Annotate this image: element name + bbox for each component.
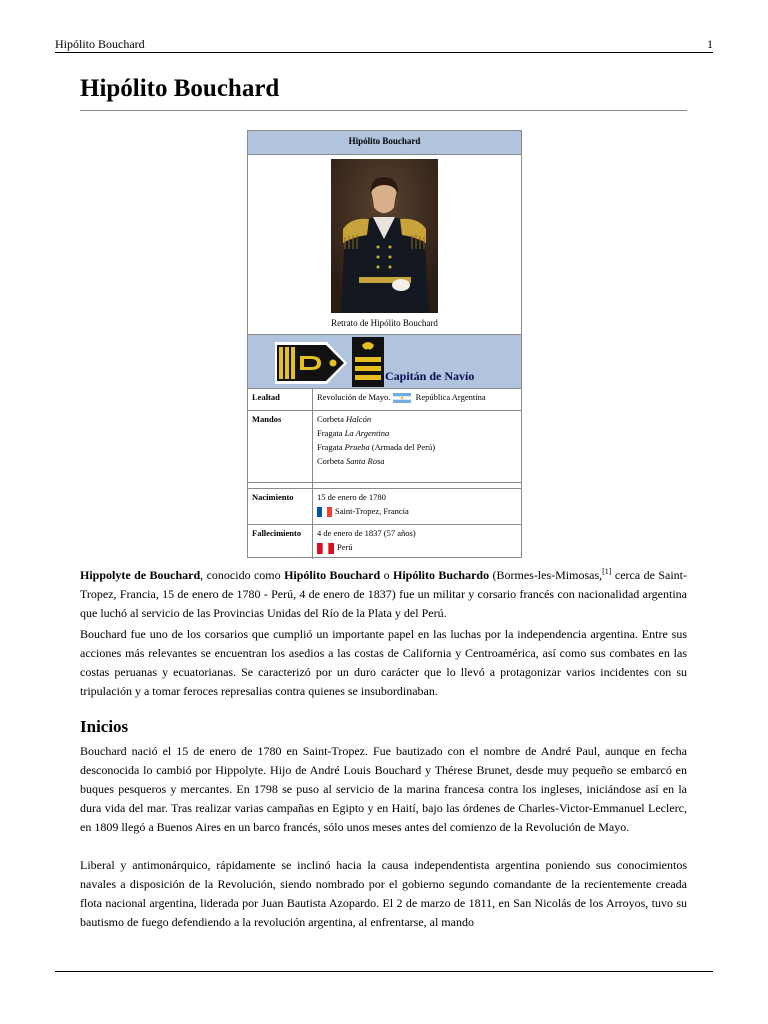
row-value	[317, 390, 519, 404]
row-label: Nacimiento	[248, 489, 313, 525]
ship-name-link[interactable]: Halcón	[346, 414, 372, 424]
ship-type: Corbeta	[317, 414, 344, 424]
paragraph-liberal: Liberal y antimonárquico, rápidamente se inclinó hacia la causa independentista argentina poniendo sus conocimientos navales a disposición de la Revolución, siendo nombrado por el gobierno segundo comandante de la recientemente creada flota nacional argentina, liderada por Juan Bautista Azopardo. El 2 de marzo de 1811, en San Nicolás de los Arroyos, tuvo su bautismo de fuego defendiendo a la revolución argentina, al enfrentarse, al mando	[80, 858, 687, 929]
subject-alias: Hipólito Bouchard	[284, 568, 381, 582]
rank-insignia-row	[248, 334, 521, 389]
row-mandos	[248, 410, 521, 483]
portrait-image[interactable]	[331, 159, 438, 313]
peru-flag-icon	[317, 543, 334, 554]
row-value	[317, 490, 519, 518]
page-title: Hipólito Bouchard	[80, 75, 280, 102]
row-label: Mandos	[248, 411, 313, 483]
shoulder-board-icon	[275, 338, 349, 388]
birth-place-line	[317, 504, 519, 518]
text-run: cerca de Saint-Tropez, Francia, 15 de enero de 1780 - Perú, 4 de enero de 1837) fue un militar y corsario francés con nacionalidad argentina que luchó al servicio de las Provincias Unidas del Río de la Plata y del Perú.	[80, 568, 687, 620]
row-label: Fallecimiento	[248, 525, 313, 559]
mando-line	[317, 454, 519, 468]
death-place-link[interactable]: Perú	[337, 542, 353, 552]
birth-place-link[interactable]: Saint-Tropez, Francia	[335, 506, 409, 516]
portrait-illustration	[331, 159, 438, 313]
row-value	[317, 412, 519, 468]
mando-line	[317, 440, 519, 454]
header-rule	[55, 52, 713, 53]
intro-paragraph	[80, 566, 687, 623]
birth-date[interactable]: 15 de enero de 1780	[317, 492, 386, 502]
row-fallecimiento	[248, 524, 521, 559]
ship-type: Corbeta	[317, 456, 344, 466]
rank-label: Capitán de Navío	[385, 369, 475, 383]
lealtad-country-link[interactable]: República Argentina	[415, 392, 486, 402]
text-run: (Bormes-les-Mimosas,	[489, 568, 603, 582]
lealtad-revolution-link[interactable]: Revolución de Mayo.	[317, 392, 391, 402]
subject-name: Hippolyte de Bouchard	[80, 568, 201, 582]
row-label: Lealtad	[248, 389, 313, 411]
france-flag-icon	[317, 507, 332, 517]
page-number: 1	[707, 37, 713, 51]
sleeve-insignia-icon	[352, 337, 384, 387]
row-value	[317, 526, 519, 554]
row-nacimiento	[248, 488, 521, 525]
death-place-line	[317, 540, 519, 554]
death-date[interactable]: 4 de enero de 1837 (57 años)	[317, 528, 416, 538]
ship-name-link[interactable]: La Argentina	[344, 428, 390, 438]
mando-line	[317, 412, 519, 426]
portrait-caption: Retrato de Hipólito Bouchard	[331, 318, 438, 328]
running-title: Hipólito Bouchard	[55, 37, 145, 51]
ship-name-link[interactable]: Santa Rosa	[346, 456, 385, 466]
infobox	[247, 130, 522, 558]
title-underline	[80, 110, 687, 111]
mando-line	[317, 426, 519, 440]
row-lealtad	[248, 388, 521, 411]
subject-alias-2: Hipólito Buchardo	[392, 568, 490, 582]
ship-type: Fragata	[317, 428, 343, 438]
footer-rule	[55, 971, 713, 972]
ship-type: Fragata	[317, 442, 343, 452]
ship-note: (Armada del Perú)	[371, 442, 436, 452]
ship-name-link[interactable]: Prueba	[344, 442, 370, 452]
text-run: , conocido como	[200, 568, 285, 582]
paragraph-corsario: Bouchard fue uno de los corsarios que cumplió un importante papel en las luchas por la independencia argentina. Entre sus acciones más relevantes se encuentran los asedios a las costas de California y Centroamérica, así como sus combates en las costas peruanas y ecuatorianas. Se caracterizó por un duro carácter que lo llevó a protagonizar varios incidentes con su tripulación y a tomar feroces represalias contra quienes se insubordinaban.	[80, 627, 687, 698]
reference-link[interactable]: [1]	[602, 567, 612, 576]
text-run: o	[380, 568, 393, 582]
paragraph-inicios: Bouchard nació el 15 de enero de 1780 en Saint-Tropez. Fue bautizado con el nombre de André Paul, aunque en fecha desconocida lo cambió por Hippolyte. Hijo de André Louis Bouchard y Thérese Brunet, desde muy pequeño se embarcó en buques pesqueros y mercantes. En 1798 se puso al servicio de la marina francesa contra los ingleses, iniciándose así en la dura vida del mar. Tras realizar varias campañas en Egipto y en Haití, bajo las órdenes de Charles-Victor-Emmanuel Leclerc, en 1809 llegó a Buenos Aires en un barco francés, sólo unos meses antes del comienzo de la Revolución de Mayo.	[80, 744, 687, 834]
infobox-title: Hipólito Bouchard	[248, 131, 521, 155]
section-heading-inicios: Inicios	[80, 717, 129, 736]
argentina-flag-icon	[393, 393, 411, 403]
